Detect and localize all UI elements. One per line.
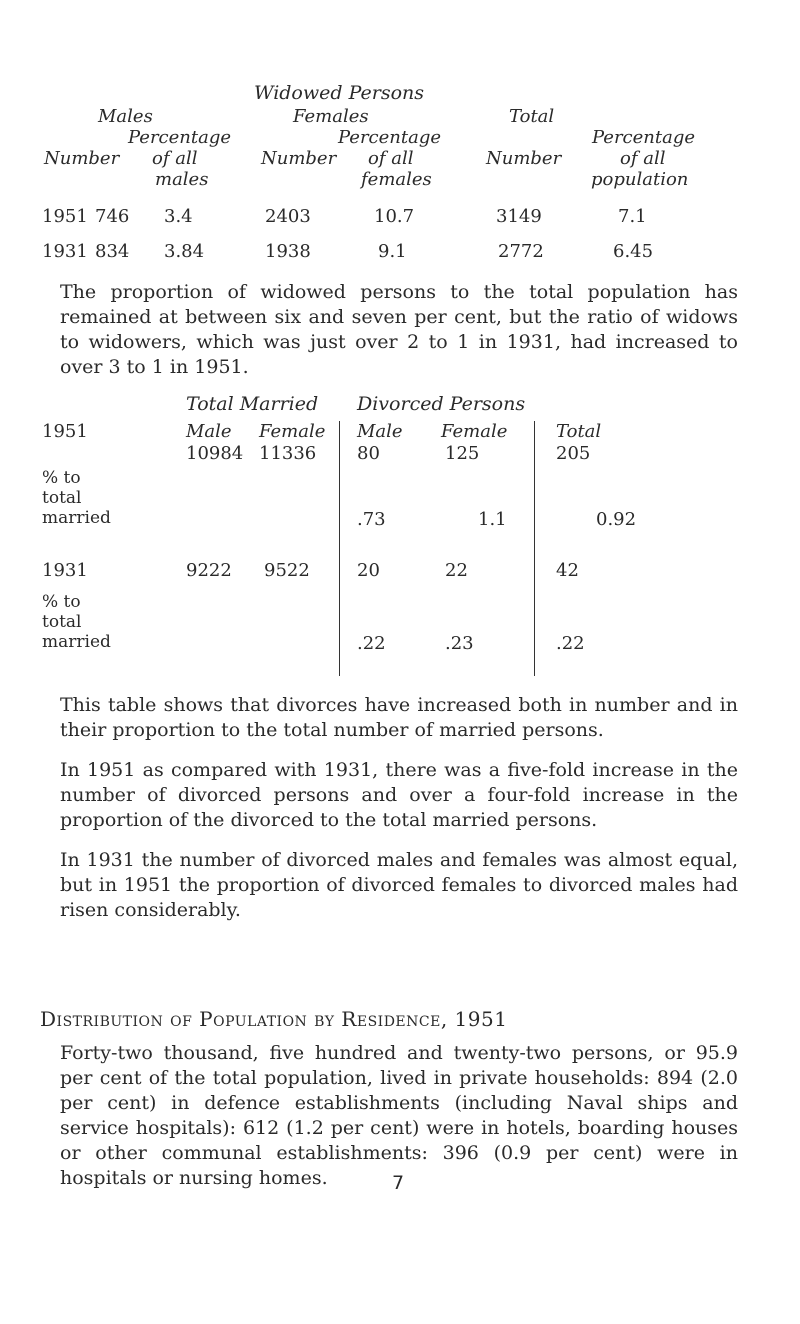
married-year-1931: 1931 [42, 560, 88, 581]
table-divider-right [534, 421, 535, 676]
females-of-all-header: of all [368, 148, 414, 169]
pct-male-1931: .22 [357, 633, 386, 654]
pct-female-1951: 1.1 [478, 509, 507, 530]
div-male-1951: 80 [357, 443, 380, 464]
paragraph-residence: Forty-two thousand, five hundred and twenty-two persons, or 95.9 per cent of the total population, lived in private households: 894 (2.0 per cent) in defence establishments (including Naval ships and service hospitals): 612 (1.2 per cent) were in hotels, boarding houses or other communal establishments: 396 (0.9 per cent) were in hospitals or nursing homes. [60, 1042, 738, 1189]
table-divider-left [339, 421, 340, 676]
widowed-female-number: 2403 [265, 206, 311, 227]
div-female-1951: 125 [445, 443, 480, 464]
paragraph-widowed: The proportion of widowed persons to the total population has remained at between six and seven per cent, but the ratio of widows to widowers, which was just over 2 to 1 in 1931, had increased to over 3 to 1 in 1951. [60, 281, 738, 378]
total-group-header: Total [509, 106, 555, 127]
females-number-header: Number [261, 148, 337, 169]
section-heading: Distribution of Population by Residence, 1951 [40, 1007, 508, 1031]
females-word-header: females [361, 169, 432, 190]
pct-total-1931: .22 [556, 633, 585, 654]
total-number-header: Number [486, 148, 562, 169]
widowed-male-pct: 3.4 [164, 206, 193, 227]
tm-male-1951: 10984 [186, 443, 244, 464]
tm-male-1931: 9222 [186, 560, 232, 581]
widowed-female-pct: 10.7 [374, 206, 415, 227]
married-year-1951: 1951 [42, 421, 88, 442]
males-percentage-header: Percentage [128, 127, 232, 148]
div-male-1931: 20 [357, 560, 380, 581]
div-female-1931: 22 [445, 560, 468, 581]
div-total-1931: 42 [556, 560, 579, 581]
population-word-header: population [591, 169, 689, 190]
widowed-male-pct: 3.84 [164, 241, 205, 262]
pct-female-1931: .23 [445, 633, 474, 654]
widowed-female-pct: 9.1 [378, 241, 407, 262]
widowed-commentary [60, 280, 738, 380]
residence-commentary [60, 1041, 738, 1191]
div-male-header: Male [357, 421, 403, 442]
tm-female-header: Female [259, 421, 326, 442]
pct-label-1931: % to total married [42, 592, 111, 652]
widowed-total-number: 2772 [498, 241, 544, 262]
tm-female-1931: 9522 [264, 560, 310, 581]
males-number-header: Number [44, 148, 120, 169]
div-total-header: Total [556, 421, 602, 442]
pct-label-1951: % to total married [42, 468, 111, 528]
total-percentage-header: Percentage [592, 127, 696, 148]
divorced-persons-header: Divorced Persons [357, 393, 526, 415]
females-group-header: Females [293, 106, 369, 127]
widowed-total-pct: 7.1 [618, 206, 647, 227]
widowed-year-1951: 1951 [42, 206, 88, 227]
widowed-female-number: 1938 [265, 241, 311, 262]
widowed-total-pct: 6.45 [613, 241, 654, 262]
div-female-header: Female [441, 421, 508, 442]
paragraph-divorce-increase: In 1951 as compared with 1931, there was a five-fold increase in the number of divorced persons and over a four-fold increase in the proportion of the divorced to the total married persons. [60, 759, 738, 831]
males-word-header: males [155, 169, 209, 190]
paragraph-divorce-table: This table shows that divorces have increased both in number and in their proportion to the total number of married persons. [60, 694, 738, 741]
widowed-male-number: 746 [95, 206, 130, 227]
widowed-year-1931: 1931 [42, 241, 88, 262]
total-married-header: Total Married [186, 393, 319, 415]
males-of-all-header: of all [152, 148, 198, 169]
pct-total-1951: 0.92 [596, 509, 637, 530]
tm-female-1951: 11336 [259, 443, 317, 464]
pct-male-1951: .73 [357, 509, 386, 530]
widowed-total-number: 3149 [496, 206, 542, 227]
widowed-male-number: 834 [95, 241, 130, 262]
divorce-commentary [60, 693, 738, 923]
widowed-table-title: Widowed Persons [254, 82, 425, 104]
page-number: 7 [392, 1172, 405, 1194]
paragraph-divorce-ratio: In 1931 the number of divorced males and females was almost equal, but in 1951 the proportion of divorced females to divorced males had risen considerably. [60, 849, 738, 921]
tm-male-header: Male [186, 421, 232, 442]
div-total-1951: 205 [556, 443, 591, 464]
males-group-header: Males [98, 106, 153, 127]
females-percentage-header: Percentage [338, 127, 442, 148]
total-of-all-header: of all [620, 148, 666, 169]
